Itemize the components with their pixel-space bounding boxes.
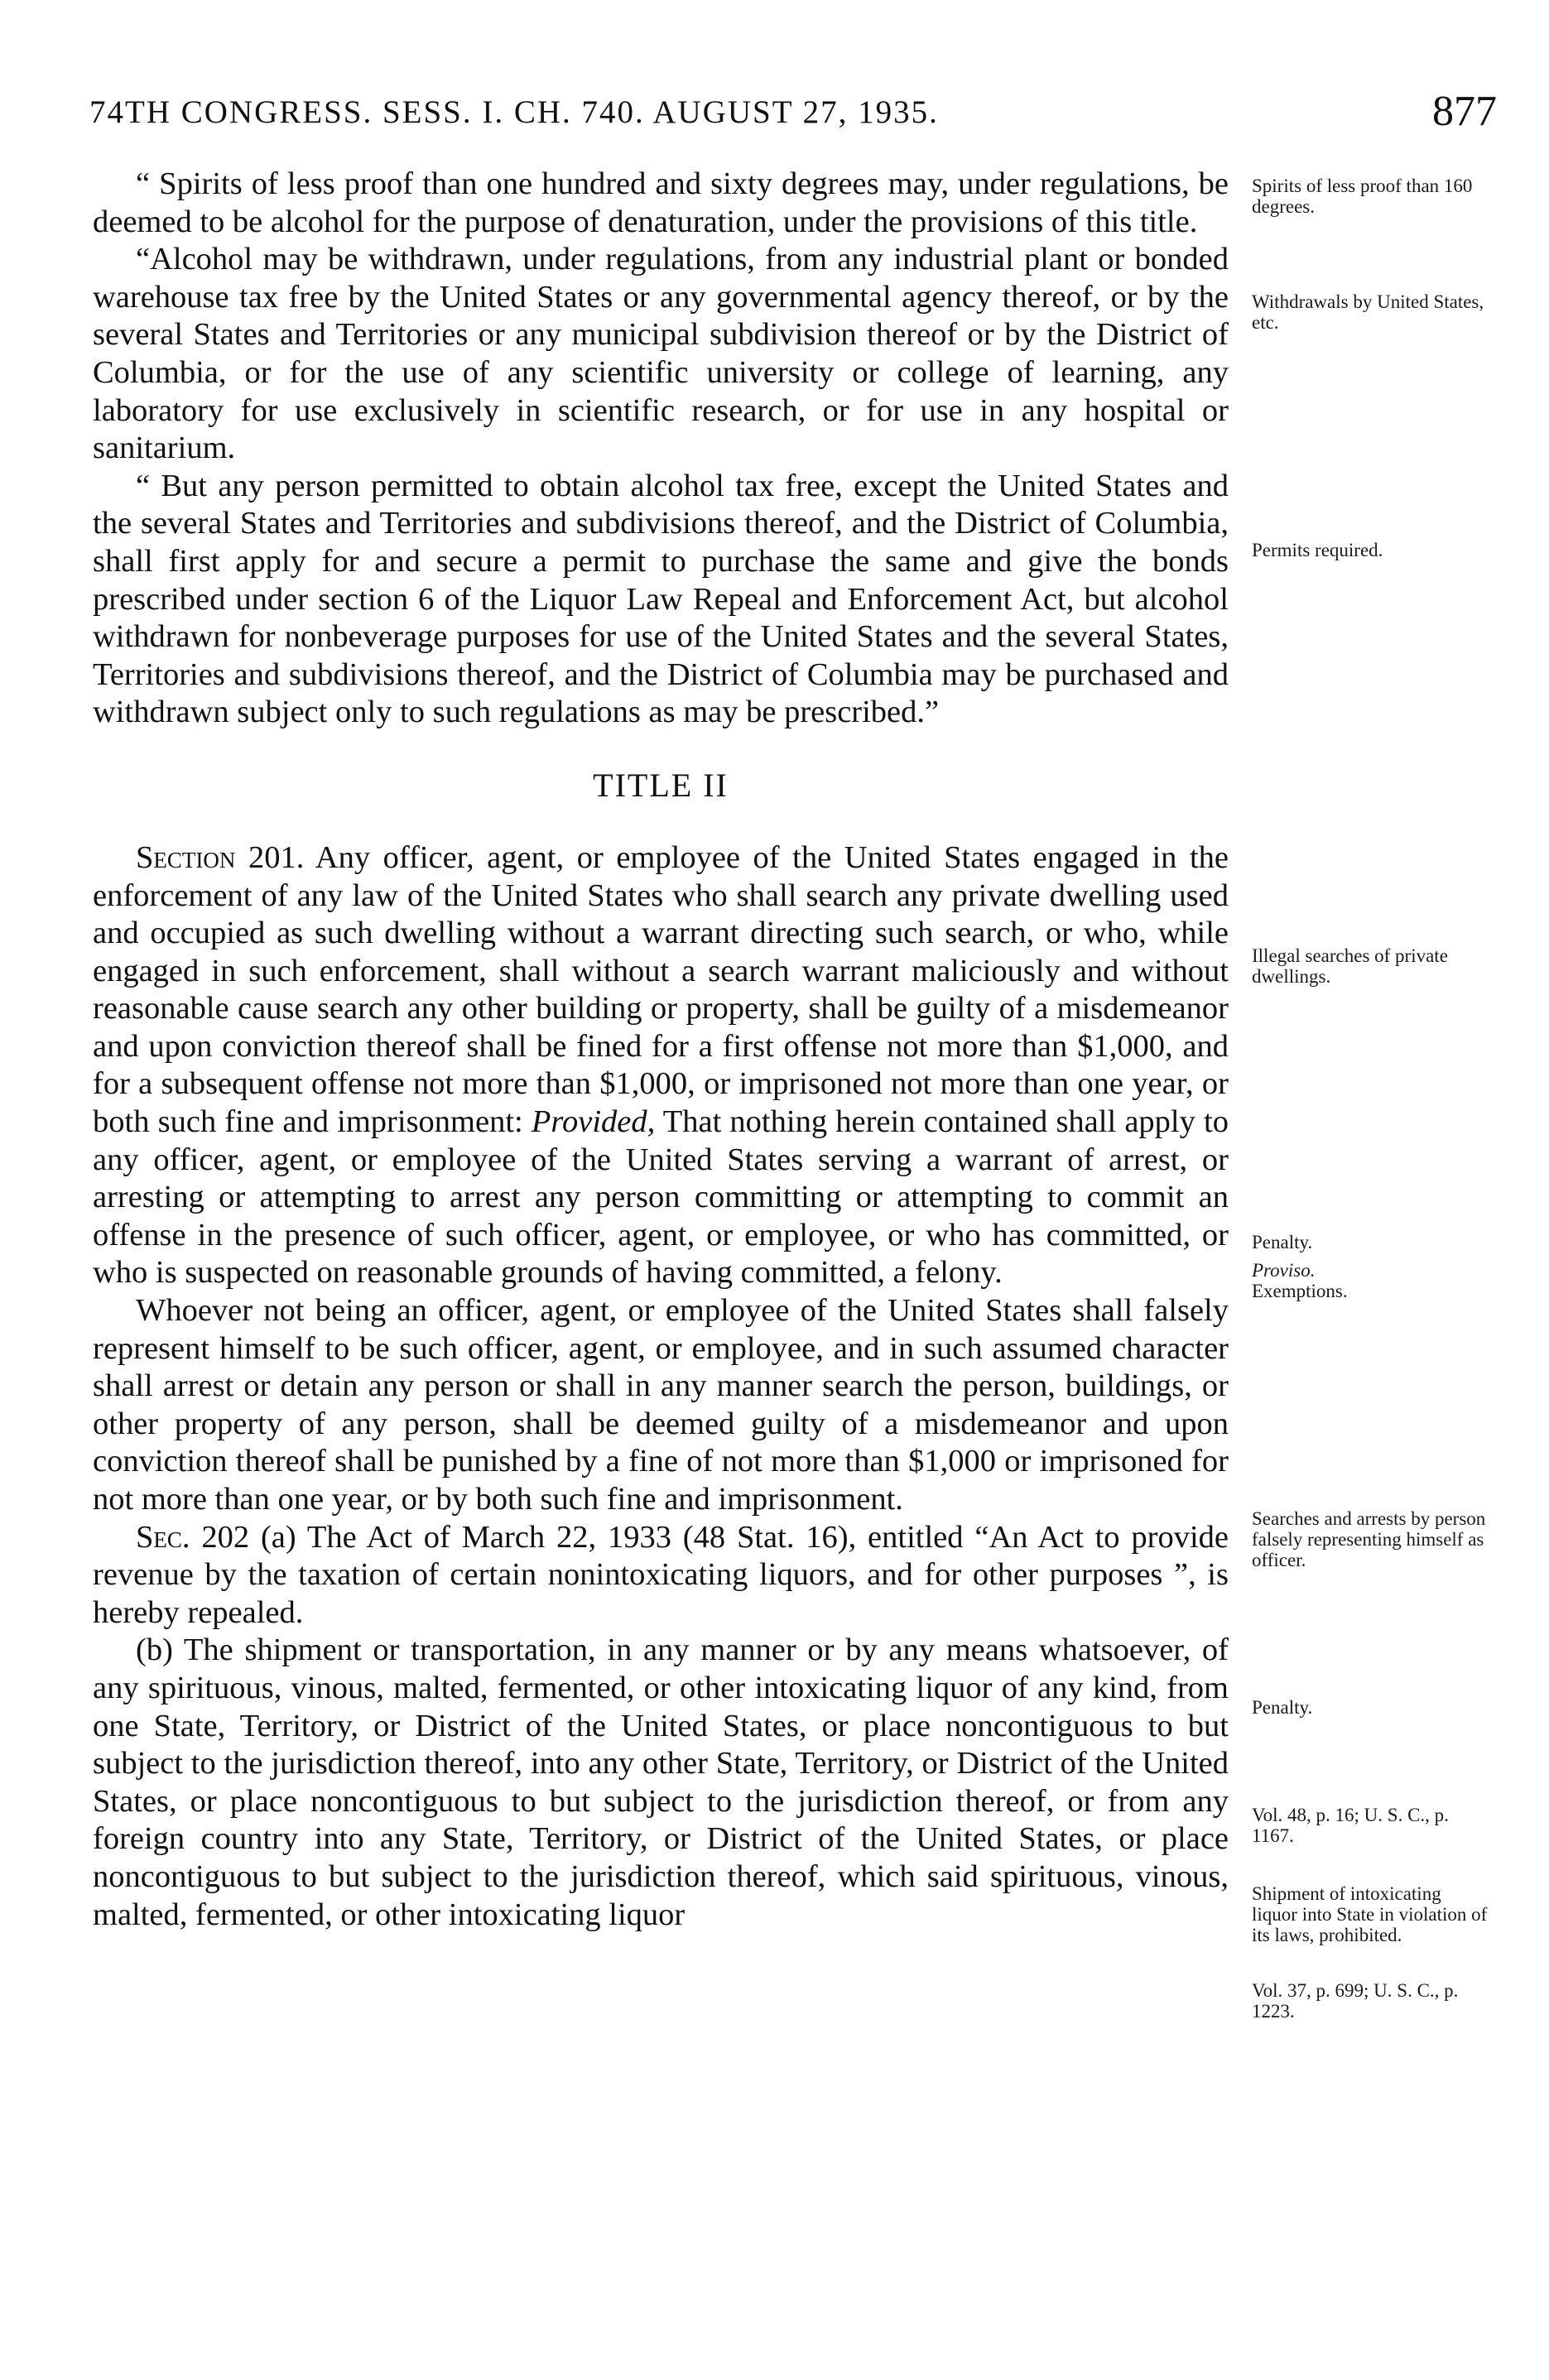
margin-note-shipment: Shipment of intoxicating liquor into State in violation of its laws, prohibited. [1252,1883,1488,1945]
margin-note-proviso [1252,1260,1490,1301]
paragraph-whoever: Whoever not being an officer, agent, or employee of the United States shall falsely represent himself to be such officer, agent, or employee, and in such assumed character shall arrest or detain any person or shall in any manner search the person, buildings, or other property of any person, shall be deemed guilty of a misdemeanor and upon conviction thereof shall be punished by a fine of not more than $1,000 or imprisoned for not more than one year, or by both such fine and imprisonment. [93,1293,1229,1517]
title-heading: TITLE II [593,766,729,804]
paragraph-permits: “ But any person permitted to obtain alcohol tax free, except the United States and the several States and Territories and subdivisions thereof, and the District of Columbia, shall first apply for and secure a permit to purchase the same and give the bonds prescribed under section 6 of the Liquor Law Repeal and Enforcement Act, but alcohol withdrawn for nonbeverage purposes for use of the United States and the several States, Territories and subdivisions thereof, and the District of Columbia may be purchased and withdrawn subject only to such regulations as may be prescribed.” [93,468,1229,730]
running-head [89,87,1497,145]
section-201-provided: Provided, [531,1104,656,1140]
section-201 [93,839,1229,1292]
margin-note-vol37: Vol. 37, p. 699; U. S. C., p. 1223. [1252,1980,1459,2022]
paragraph-alcohol-withdrawal: “Alcohol may be withdrawn, under regulations, from any industrial plant or bonded warehouse tax free by the United States or any governmental agency thereof, or by the several States and Territories or any municipal subdivision thereof or by the District of Columbia, or for the use of any scientific university or college of learning, any laboratory for use exclusively in scientific research, or for use in any hospital or sanitarium. [93,242,1229,466]
margin-note-vol48: Vol. 48, p. 16; U. S. C., p. 1167. [1252,1805,1449,1846]
section-202b: (b) The shipment or transportation, in any manner or by any means whatsoever, of any spirituous, vinous, malted, fermented, or other intoxicating liquor of any kind, from one State, Territory, or District of the United States, or place noncontiguous to but subject to the jurisdiction thereof, into any other State, Territory, or District of the United States, or place noncontiguous to but subject to the jurisdiction thereof, or from any foreign country into any State, Territory, or District of the United States, or place noncontiguous to but subject to the jurisdiction thereof, which said spirituous, vinous, malted, fermented, or other intoxicating liquor [93,1632,1229,1932]
page-number: 877 [1432,88,1497,135]
section-201-label: Section 201. [136,839,305,875]
margin-note-withdrawals: Withdrawals by United States, etc. [1252,291,1484,333]
margin-note-permits: Permits required. [1252,540,1383,560]
paragraph-spirits-proof: “ Spirits of less proof than one hundred and sixty degrees may, under regulations, be deemed to be alcohol for the purpose of denaturation, under the provisions of this title. [93,166,1229,239]
running-title: 74TH CONGRESS. SESS. I. CH. 740. AUGUST 27, 1935. [89,94,939,130]
margin-note-illegal-searches: Illegal searches of private dwellings. [1252,945,1448,987]
section-201-text-1: Any officer, agent, or employee of the United States engaged in the enforcement of any law of the United States who shall search any private dwelling used and occupied as such dwelling without a warrant directing such search, or who, while engaged in such enforcement, shall without a search warrant maliciously and without reasonable cause search any other building or property, shall be guilty of a misdemeanor and upon conviction thereof shall be fined for a first offense not more than $1,000, and for a subsequent offense not more than $1,000, or imprisoned not more than one year, or both such fine and imprisonment: [93,839,1229,1140]
margin-note-false-officer: Searches and arrests by person falsely representing himself as officer. [1252,1508,1486,1570]
section-202-label: Sec. [136,1519,190,1555]
margin-note-penalty-2: Penalty. [1252,1697,1313,1718]
section-201-text-2: That nothing herein contained shall apply to any officer, agent, or employee of the United States serving a warrant of arrest, or arresting or attempting to arrest any person committing or attempting to commit an offense in the presence of such officer, agent, or employee, or who has committed, or who is suspected on reasonable grounds of having committed, a felony. [93,1104,1229,1291]
section-202a-text: 202 (a) The Act of March 22, 1933 (48 Stat. 16), entitled “An Act to provide revenue by the taxation of certain nonintoxicating liquors, and for other purposes ”, is hereby repealed. [93,1519,1229,1630]
body-text [93,166,1229,1934]
margin-note-exemptions: Exemptions. [1252,1281,1348,1301]
section-202a [93,1519,1229,1632]
margin-note-penalty-1: Penalty. [1252,1232,1313,1253]
margin-note-proviso-label: Proviso. [1252,1260,1316,1281]
margin-note-spirits: Spirits of less proof than 160 degrees. [1252,175,1473,217]
